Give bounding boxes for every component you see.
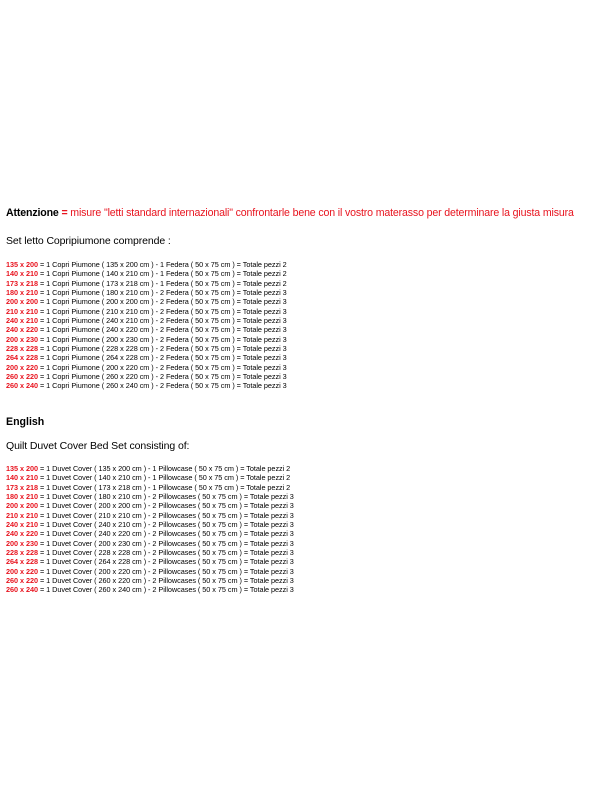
attention-label: Attenzione xyxy=(6,207,59,219)
row-description: = 1 Copri Piumone ( 240 x 210 cm ) - 2 Federa ( 50 x 75 cm ) = Totale pezzi 3 xyxy=(38,316,287,326)
size-label: 135 x 200 xyxy=(6,260,39,269)
size-label: 264 x 228 xyxy=(6,353,39,363)
english-size-row xyxy=(6,529,596,538)
english-size-row xyxy=(6,473,596,482)
italian-size-row xyxy=(6,335,596,344)
size-label: 200 x 220 xyxy=(6,566,39,576)
italian-size-row xyxy=(6,353,596,362)
italian-size-row xyxy=(6,325,596,334)
row-description: = 1 Duvet Cover ( 200 x 230 cm ) - 2 Pillowcases ( 50 x 75 cm ) = Totale pezzi 3 xyxy=(38,538,294,548)
attention-notice xyxy=(6,206,596,220)
size-label: 260 x 220 xyxy=(6,372,39,382)
size-label: 228 x 228 xyxy=(6,344,39,354)
size-label: 173 x 218 xyxy=(6,482,39,492)
attention-message: misure "letti standard internazionali" confrontarle bene con il vostro materasso per determinare la giusta misura xyxy=(70,207,574,219)
size-label: 140 x 210 xyxy=(6,269,39,279)
row-description: = 1 Copri Piumone ( 264 x 228 cm ) - 2 Federa ( 50 x 75 cm ) = Totale pezzi 3 xyxy=(38,353,287,363)
size-label: 240 x 210 xyxy=(6,316,39,326)
size-label: 135 x 200 xyxy=(6,463,39,473)
row-description: = 1 Copri Piumone ( 210 x 210 cm ) - 2 Federa ( 50 x 75 cm ) = Totale pezzi 3 xyxy=(38,306,287,316)
row-description: = 1 Duvet Cover ( 180 x 210 cm ) - 2 Pillowcases ( 50 x 75 cm ) = Totale pezzi 3 xyxy=(38,491,294,501)
row-description: = 1 Copri Piumone ( 180 x 210 cm ) - 2 Federa ( 50 x 75 cm ) = Totale pezzi 3 xyxy=(38,288,287,298)
italian-size-row xyxy=(6,269,596,278)
english-size-row xyxy=(6,464,596,473)
italian-intro: Set letto Copripiumone comprende : xyxy=(6,235,171,247)
size-label: 264 x 228 xyxy=(6,557,39,567)
english-size-row xyxy=(6,539,596,548)
row-description: = 1 Copri Piumone ( 260 x 220 cm ) - 2 Federa ( 50 x 75 cm ) = Totale pezzi 3 xyxy=(38,372,287,382)
size-label: 140 x 210 xyxy=(6,473,39,483)
row-description: = 1 Copri Piumone ( 228 x 228 cm ) - 2 Federa ( 50 x 75 cm ) = Totale pezzi 3 xyxy=(38,344,287,354)
italian-size-row xyxy=(6,307,596,316)
italian-size-row xyxy=(6,316,596,325)
size-label: 260 x 240 xyxy=(6,585,39,595)
size-label: 180 x 210 xyxy=(6,288,39,298)
english-size-row xyxy=(6,567,596,576)
row-description: = 1 Copri Piumone ( 140 x 210 cm ) - 1 Federa ( 50 x 75 cm ) = Totale pezzi 2 xyxy=(38,269,287,279)
size-label: 200 x 230 xyxy=(6,538,39,548)
row-description: = 1 Duvet Cover ( 140 x 210 cm ) - 1 Pillowcase ( 50 x 75 cm ) = Totale pezzi 2 xyxy=(38,473,291,483)
row-description: = 1 Copri Piumone ( 200 x 220 cm ) - 2 Federa ( 50 x 75 cm ) = Totale pezzi 3 xyxy=(38,362,287,372)
row-description: = 1 Duvet Cover ( 240 x 220 cm ) - 2 Pillowcases ( 50 x 75 cm ) = Totale pezzi 3 xyxy=(38,529,294,539)
italian-size-row xyxy=(6,288,596,297)
size-label: 240 x 220 xyxy=(6,325,39,335)
size-label: 240 x 220 xyxy=(6,529,39,539)
english-size-row xyxy=(6,548,596,557)
row-description: = 1 Duvet Cover ( 260 x 240 cm ) - 2 Pillowcases ( 50 x 75 cm ) = Totale pezzi 3 xyxy=(38,585,294,595)
italian-size-row xyxy=(6,279,596,288)
size-label: 210 x 210 xyxy=(6,306,39,316)
italian-size-row xyxy=(6,381,596,390)
size-label: 173 x 218 xyxy=(6,278,39,288)
size-label: 228 x 228 xyxy=(6,547,39,557)
row-description: = 1 Copri Piumone ( 200 x 200 cm ) - 2 Federa ( 50 x 75 cm ) = Totale pezzi 3 xyxy=(38,297,287,307)
english-size-row xyxy=(6,576,596,585)
english-intro: Quilt Duvet Cover Bed Set consisting of: xyxy=(6,439,190,452)
english-size-row xyxy=(6,520,596,529)
size-label: 260 x 220 xyxy=(6,575,39,585)
english-size-list xyxy=(6,464,596,595)
product-size-info xyxy=(6,206,596,595)
size-label: 200 x 230 xyxy=(6,334,39,344)
size-label: 200 x 200 xyxy=(6,501,39,511)
row-description: = 1 Duvet Cover ( 210 x 210 cm ) - 2 Pillowcases ( 50 x 75 cm ) = Totale pezzi 3 xyxy=(38,510,294,520)
row-description: = 1 Duvet Cover ( 135 x 200 cm ) - 1 Pillowcase ( 50 x 75 cm ) = Totale pezzi 2 xyxy=(38,463,291,473)
row-description: = 1 Copri Piumone ( 260 x 240 cm ) - 2 Federa ( 50 x 75 cm ) = Totale pezzi 3 xyxy=(38,381,287,391)
size-label: 210 x 210 xyxy=(6,510,39,520)
italian-size-row xyxy=(6,372,596,381)
row-description: = 1 Duvet Cover ( 260 x 220 cm ) - 2 Pillowcases ( 50 x 75 cm ) = Totale pezzi 3 xyxy=(38,575,294,585)
english-size-row xyxy=(6,585,596,594)
italian-size-list xyxy=(6,260,596,391)
english-size-row xyxy=(6,501,596,510)
italian-size-row xyxy=(6,260,596,269)
size-label: 240 x 210 xyxy=(6,519,39,529)
italian-size-row xyxy=(6,297,596,306)
row-description: = 1 Duvet Cover ( 240 x 210 cm ) - 2 Pillowcases ( 50 x 75 cm ) = Totale pezzi 3 xyxy=(38,519,294,529)
row-description: = 1 Copri Piumone ( 200 x 230 cm ) - 2 Federa ( 50 x 75 cm ) = Totale pezzi 3 xyxy=(38,334,287,344)
size-label: 180 x 210 xyxy=(6,491,39,501)
row-description: = 1 Copri Piumone ( 240 x 220 cm ) - 2 Federa ( 50 x 75 cm ) = Totale pezzi 3 xyxy=(38,325,287,335)
attention-equals: = xyxy=(58,207,71,219)
row-description: = 1 Duvet Cover ( 264 x 228 cm ) - 2 Pillowcases ( 50 x 75 cm ) = Totale pezzi 3 xyxy=(38,557,294,567)
size-label: 200 x 220 xyxy=(6,362,39,372)
italian-size-row xyxy=(6,344,596,353)
row-description: = 1 Duvet Cover ( 173 x 218 cm ) - 1 Pillowcase ( 50 x 75 cm ) = Totale pezzi 2 xyxy=(38,482,291,492)
row-description: = 1 Copri Piumone ( 173 x 218 cm ) - 1 Federa ( 50 x 75 cm ) = Totale pezzi 2 xyxy=(38,278,287,288)
size-label: 200 x 200 xyxy=(6,297,39,307)
english-size-row xyxy=(6,557,596,566)
row-description: = 1 Duvet Cover ( 200 x 200 cm ) - 2 Pillowcases ( 50 x 75 cm ) = Totale pezzi 3 xyxy=(38,501,294,511)
row-description: = 1 Copri Piumone ( 135 x 200 cm ) - 1 Federa ( 50 x 75 cm ) = Totale pezzi 2 xyxy=(38,260,287,269)
row-description: = 1 Duvet Cover ( 200 x 220 cm ) - 2 Pillowcases ( 50 x 75 cm ) = Totale pezzi 3 xyxy=(38,566,294,576)
english-size-row xyxy=(6,492,596,501)
english-size-row xyxy=(6,511,596,520)
row-description: = 1 Duvet Cover ( 228 x 228 cm ) - 2 Pillowcases ( 50 x 75 cm ) = Totale pezzi 3 xyxy=(38,547,294,557)
size-label: 260 x 240 xyxy=(6,381,39,391)
english-size-row xyxy=(6,483,596,492)
english-heading: English xyxy=(6,415,45,428)
italian-size-row xyxy=(6,363,596,372)
